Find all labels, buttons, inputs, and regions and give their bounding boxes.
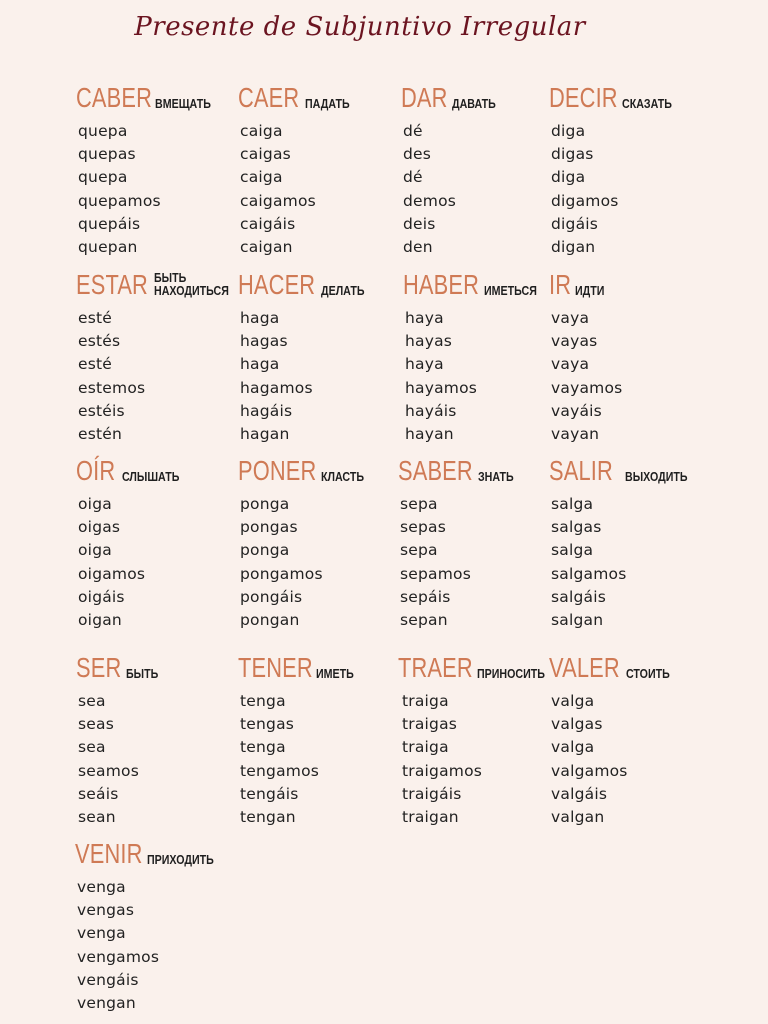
conjugation-el: sepa	[400, 541, 438, 560]
conjugation-ellos: vengan	[77, 994, 136, 1013]
conjugation-yo: ponga	[240, 495, 290, 513]
conjugation-el: sea	[78, 738, 106, 757]
conjugation-vosotros: tengáis	[240, 784, 299, 803]
conjugation-el: haga	[240, 355, 280, 374]
conjugation-el: salga	[551, 541, 594, 560]
conjugation-yo: tenga	[240, 692, 286, 710]
conjugation-yo: oiga	[78, 495, 112, 513]
conjugation-vosotros: traigáis	[402, 784, 462, 803]
conjugation-vosotros: caigáis	[240, 214, 296, 233]
verb-infinitive: VALER	[549, 652, 620, 683]
conjugation-tu: des	[403, 145, 432, 164]
verb-header	[75, 834, 255, 868]
conjugation-nosotros: digamos	[551, 191, 619, 210]
verb-translation: ЗНАТЬ	[477, 469, 514, 484]
verb-translation: БЫТЬ	[126, 666, 159, 681]
conjugation-vosotros: vayáis	[551, 401, 602, 420]
conjugation-nosotros: seamos	[78, 761, 139, 780]
conjugation-tu: pongas	[240, 518, 298, 537]
conjugation-nosotros: demos	[403, 191, 457, 210]
verb-block-oir	[76, 451, 256, 632]
verb-block-estar	[76, 265, 256, 446]
page-title: Presente de Subjuntivo Irregular	[134, 12, 586, 42]
conjugation-ellos: quepan	[78, 238, 138, 257]
conjugation-el: vaya	[551, 355, 590, 374]
conjugation-list	[240, 493, 418, 632]
conjugation-vosotros: salgáis	[551, 587, 606, 606]
conjugation-list	[240, 120, 418, 259]
conjugation-el: ponga	[240, 541, 290, 560]
conjugation-nosotros: tengamos	[240, 761, 320, 780]
verb-translation: ИМЕТЬ	[315, 666, 354, 681]
conjugation-nosotros: hayamos	[405, 378, 478, 397]
conjugation-el: diga	[551, 168, 586, 187]
conjugation-yo: dé	[403, 122, 423, 140]
conjugation-list	[78, 493, 256, 632]
conjugation-nosotros: quepamos	[78, 191, 161, 210]
conjugation-ellos: tengan	[240, 808, 296, 827]
verb-infinitive: CAER	[238, 82, 300, 113]
verb-translation: ВЫХОДИТЬ	[624, 469, 688, 484]
conjugation-nosotros: caigamos	[240, 191, 316, 210]
verb-infinitive: CABER	[76, 82, 153, 113]
verb-infinitive: VENIR	[75, 838, 143, 869]
conjugation-ellos: pongan	[240, 611, 300, 630]
verb-block-venir	[75, 834, 255, 1015]
verb-infinitive: SABER	[398, 455, 473, 486]
conjugation-tu: salgas	[551, 518, 602, 537]
verb-block-salir	[549, 451, 729, 632]
conjugation-list	[240, 307, 418, 446]
verb-header	[238, 265, 418, 299]
conjugation-yo: quepa	[78, 122, 128, 140]
verb-header	[76, 451, 256, 485]
conjugation-tu: sepas	[400, 518, 447, 537]
conjugation-yo: esté	[78, 309, 113, 327]
verb-infinitive: ESTAR	[76, 269, 148, 300]
conjugation-el: tenga	[240, 738, 286, 757]
verb-header	[238, 648, 418, 682]
verb-infinitive: TRAER	[398, 652, 473, 683]
verb-block-caber	[76, 78, 256, 259]
verb-translation: СКАЗАТЬ	[622, 96, 673, 111]
conjugation-nosotros: pongamos	[240, 564, 323, 583]
conjugation-vosotros: pongáis	[240, 587, 303, 606]
conjugation-ellos: traigan	[402, 808, 459, 827]
conjugation-vosotros: oigáis	[78, 587, 125, 606]
verb-header	[238, 451, 418, 485]
verb-infinitive: IR	[549, 269, 572, 300]
conjugation-ellos: caigan	[240, 238, 293, 257]
conjugation-tu: vayas	[551, 332, 598, 351]
conjugation-yo: sepa	[400, 495, 438, 513]
verb-block-valer	[549, 648, 729, 829]
verb-header	[76, 78, 256, 112]
conjugation-yo: venga	[77, 878, 126, 896]
verb-translation: ДЕЛАТЬ	[321, 283, 365, 298]
verb-translation: КЛАСТЬ	[320, 469, 364, 484]
conjugation-yo: sea	[78, 692, 106, 710]
conjugation-nosotros: vengamos	[77, 947, 160, 966]
conjugation-tu: seas	[78, 715, 114, 734]
verb-block-caer	[238, 78, 418, 259]
conjugation-tu: tengas	[240, 715, 295, 734]
verb-infinitive: SER	[76, 652, 122, 683]
conjugation-ellos: digan	[551, 238, 596, 257]
verb-header	[76, 648, 256, 682]
conjugation-tu: digas	[551, 145, 594, 164]
conjugation-list	[78, 120, 256, 259]
conjugation-list	[77, 876, 255, 1015]
conjugation-el: caiga	[240, 168, 283, 187]
conjugation-vosotros: valgáis	[551, 784, 608, 803]
conjugation-list	[551, 493, 729, 632]
conjugation-el: valga	[551, 738, 595, 757]
conjugation-ellos: estén	[78, 425, 123, 444]
conjugation-yo: diga	[551, 122, 586, 140]
conjugation-list	[240, 690, 418, 829]
conjugation-el: dé	[403, 168, 423, 187]
conjugation-yo: valga	[551, 692, 595, 710]
conjugation-el: venga	[77, 924, 126, 943]
verb-block-decir	[549, 78, 729, 259]
conjugation-ellos: hayan	[405, 425, 454, 444]
conjugation-ellos: salgan	[551, 611, 604, 630]
conjugation-el: traiga	[402, 738, 449, 757]
conjugation-yo: salga	[551, 495, 594, 513]
verb-infinitive: PONER	[238, 455, 317, 486]
conjugation-nosotros: salgamos	[551, 564, 627, 583]
conjugation-nosotros: hagamos	[240, 378, 313, 397]
conjugation-yo: traiga	[402, 692, 449, 710]
verb-block-hacer	[238, 265, 418, 446]
conjugation-vosotros: deis	[403, 214, 436, 233]
verb-block-tener	[238, 648, 418, 829]
conjugation-vosotros: sepáis	[400, 587, 451, 606]
verb-header	[549, 451, 729, 485]
conjugation-list	[551, 690, 729, 829]
conjugation-tu: vengas	[77, 901, 135, 920]
conjugation-nosotros: valgamos	[551, 761, 628, 780]
verb-header	[549, 78, 729, 112]
verb-translation: ИДТИ	[575, 283, 605, 298]
conjugation-yo: vaya	[551, 309, 590, 327]
conjugation-ellos: sepan	[400, 611, 448, 630]
conjugation-el: quepa	[78, 168, 128, 187]
conjugation-vosotros: quepáis	[78, 214, 141, 233]
conjugation-ellos: vayan	[551, 425, 600, 444]
conjugation-nosotros: traigamos	[402, 761, 483, 780]
conjugation-nosotros: vayamos	[551, 378, 623, 397]
conjugation-nosotros: oigamos	[78, 564, 146, 583]
conjugation-yo: caiga	[240, 122, 283, 140]
conjugation-list	[551, 307, 729, 446]
conjugation-vosotros: hagáis	[240, 401, 293, 420]
conjugation-ellos: den	[403, 238, 433, 257]
conjugation-ellos: valgan	[551, 808, 605, 827]
verb-infinitive: OÍR	[76, 455, 116, 486]
conjugation-el: esté	[78, 355, 113, 374]
verb-infinitive: HABER	[403, 269, 480, 300]
verb-translation: СТОИТЬ	[625, 666, 670, 681]
verb-infinitive: SALIR	[549, 455, 613, 486]
verb-header	[549, 648, 729, 682]
conjugation-list	[551, 120, 729, 259]
conjugation-tu: oigas	[78, 518, 121, 537]
verb-translation: ПРИНОСИТЬ	[476, 666, 545, 681]
verb-translation: ИМЕТЬСЯ	[484, 283, 538, 298]
conjugation-vosotros: digáis	[551, 214, 599, 233]
verb-infinitive: DECIR	[549, 82, 618, 113]
conjugation-tu: hayas	[405, 332, 453, 351]
conjugation-yo: haya	[405, 309, 444, 327]
conjugation-nosotros: sepamos	[400, 564, 472, 583]
verb-block-ir	[549, 265, 729, 446]
verb-block-poner	[238, 451, 418, 632]
conjugation-list	[78, 307, 256, 446]
verb-translation: ДАВАТЬ	[451, 96, 496, 111]
conjugation-vosotros: estéis	[78, 401, 125, 420]
conjugation-list	[78, 690, 256, 829]
conjugation-tu: traigas	[402, 715, 458, 734]
verb-translation: ПРИХОДИТЬ	[146, 852, 214, 867]
conjugation-ellos: oigan	[78, 611, 122, 630]
verb-header	[76, 265, 256, 299]
verb-infinitive: DAR	[401, 82, 448, 113]
conjugation-el: haya	[405, 355, 444, 374]
verb-infinitive: HACER	[238, 269, 316, 300]
verb-header	[549, 265, 729, 299]
verb-translation: ПАДАТЬ	[304, 96, 350, 111]
conjugation-tu: hagas	[240, 332, 288, 351]
conjugation-el: oiga	[78, 541, 112, 560]
conjugation-yo: haga	[240, 309, 280, 327]
conjugation-vosotros: vengáis	[77, 970, 139, 989]
conjugation-ellos: hagan	[240, 425, 290, 444]
conjugation-ellos: sean	[78, 808, 116, 827]
conjugation-vosotros: hayáis	[405, 401, 457, 420]
conjugation-tu: quepas	[78, 145, 136, 164]
conjugation-tu: estés	[78, 332, 121, 351]
verb-infinitive: TENER	[238, 652, 313, 683]
conjugation-nosotros: estemos	[78, 378, 146, 397]
verb-translation: БЫТЬ НАХОДИТЬСЯ	[154, 270, 230, 298]
conjugation-vosotros: seáis	[78, 784, 119, 803]
conjugation-tu: caigas	[240, 145, 291, 164]
verb-header	[238, 78, 418, 112]
verb-block-ser	[76, 648, 256, 829]
conjugation-tu: valgas	[551, 715, 603, 734]
verb-translation: ВМЕЩАТЬ	[155, 96, 212, 111]
verb-translation: СЛЫШАТЬ	[122, 469, 180, 484]
